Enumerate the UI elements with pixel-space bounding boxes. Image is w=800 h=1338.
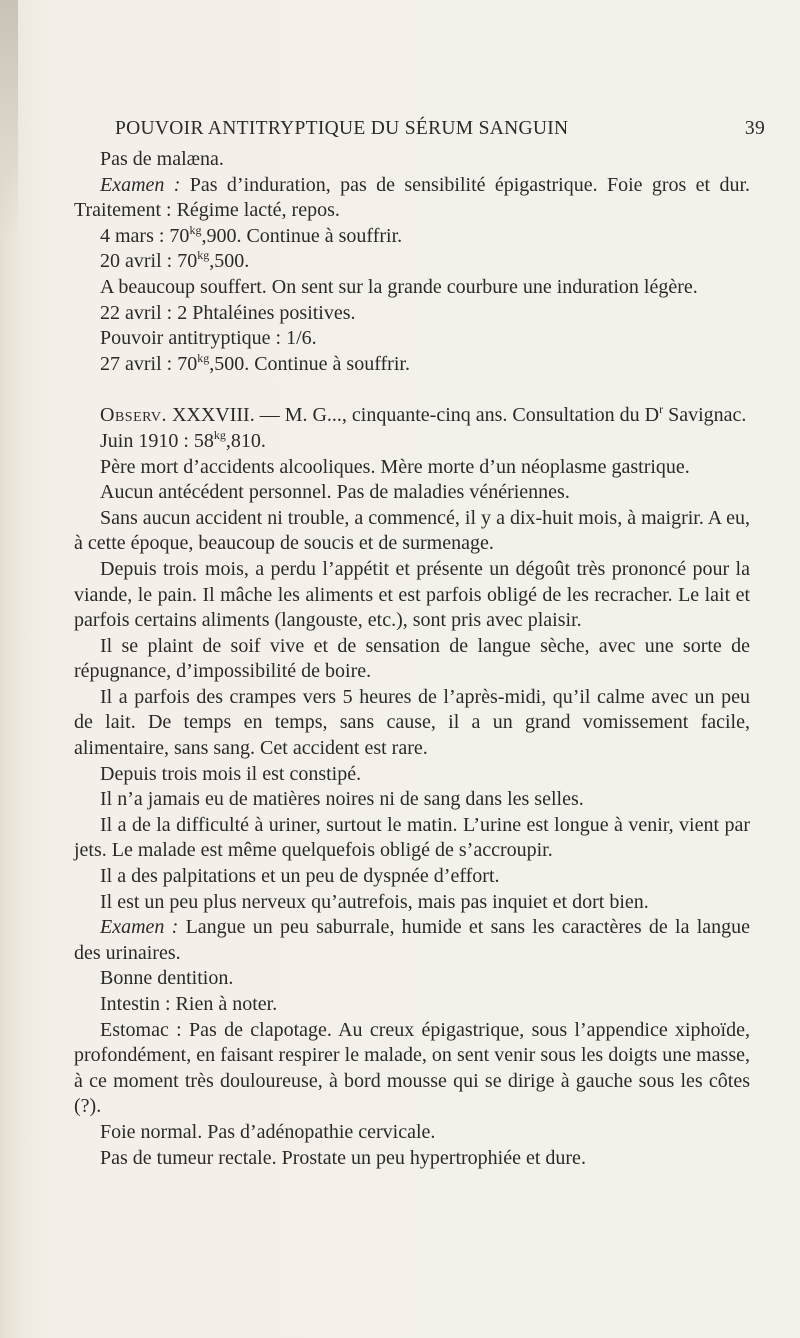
paragraph: Pas de tumeur rectale. Prostate un peu hypertrophiée et dure. [100,1146,586,1169]
paragraph: Depuis trois mois il est constipé. [100,762,362,785]
page-number: 39 [744,118,765,139]
body-text [74,147,750,1171]
paragraph: Estomac : Pas de clapotage. Au creux épigastrique, sous l’appendice xiphoïde, profondément, en faisant respirer le malade, on sent venir sous les doigts une masse, à ce moment très douloureuse, à bord mousse qui se dirige à gauche sous les côtes (?). [74,1018,750,1118]
paragraph: Il est un peu plus nerveux qu’autrefois, mais pas inquiet et dort bien. [100,890,649,913]
paragraph: Pas de malæna. [100,148,224,170]
paragraph: Aucun antécédent personnel. Pas de maladies vénériennes. [100,481,570,504]
running-title: POUVOIR ANTITRYPTIQUE DU SÉRUM SANGUIN [115,118,569,139]
observation-heading: Observ. XXXVIII. — M. G..., cinquante-cinq ans. Consultation du $D^r$ Savignac. [100,402,747,427]
section-gap [74,377,750,403]
paragraph: Intestin : Rien à noter. [100,993,278,1015]
weight-entry: 4 mars : $70^{kg},900$. Continue à souffrir. [100,222,403,247]
paragraph: Depuis trois mois, a perdu l’appétit et présente un dégoût très prononcé pour la viande, le pain. Il mâche les aliments et est parfois obligé de les recracher. Le lait et parfois certains aliments (langouste, etc.), sont pris avec plaisir. [74,557,750,632]
paragraph: A beaucoup souffert. On sent sur la grande courbure une induration légère. [100,275,698,298]
paragraph: Bonne dentition. [100,967,234,990]
weight-entry: 27 avril : $70^{kg},500$. Continue à souffrir. [100,350,410,375]
examen-label: Examen : [100,173,181,196]
binding-shadow [0,0,18,240]
paragraph: Sans aucun accident ni trouble, a commencé, il y a dix-huit mois, à maigrir. A eu, à cette époque, beaucoup de soucis et de surmenage. [74,506,750,555]
observation-label: Observ. [100,404,167,427]
paragraph: Père mort d’accidents alcooliques. Mère morte d’un néoplasme gastrique. [100,455,690,478]
weight-entry: 20 avril : $70^{kg},500$. [100,248,250,273]
paragraph: Il se plaint de soif vive et de sensation de langue sèche, avec une sorte de répugnance, d’impossibilité de boire. [74,634,750,683]
paragraph: Pouvoir antitryptique : 1/6. [100,327,317,350]
weight-entry: Juin 1910 : $58^{kg},810$. [100,427,266,452]
paragraph: Foie normal. Pas d’adénopathie cervicale. [100,1120,436,1143]
paragraph: Examen : Pas d’induration, pas de sensibilité épigastrique. Foie gros et dur. Traitement : Régime lacté, repos. [74,173,750,222]
paragraph: Il a des palpitations et un peu de dyspnée d’effort. [100,865,500,888]
paragraph: Il a parfois des crampes vers 5 heures de l’après-midi, qu’il calme avec un peu de lait. De temps en temps, sans cause, il a un grand vomissement facile, alimentaire, sans sang. Cet accident est rare. [74,685,750,760]
paragraph: Examen : Langue un peu saburrale, humide et sans les caractères de la langue des urinaires. [74,916,751,964]
examen-label: Examen : [100,916,179,939]
paragraph: Il n’a jamais eu de matières noires ni de sang dans les selles. [100,788,584,811]
paragraph: 22 avril : 2 Phtaléines positives. [100,301,356,324]
paragraph: Il a de la difficulté à uriner, surtout le matin. L’urine est longue à venir, vient par jets. Le malade est même quelquefois obligé de s’accroupir. [74,813,750,862]
